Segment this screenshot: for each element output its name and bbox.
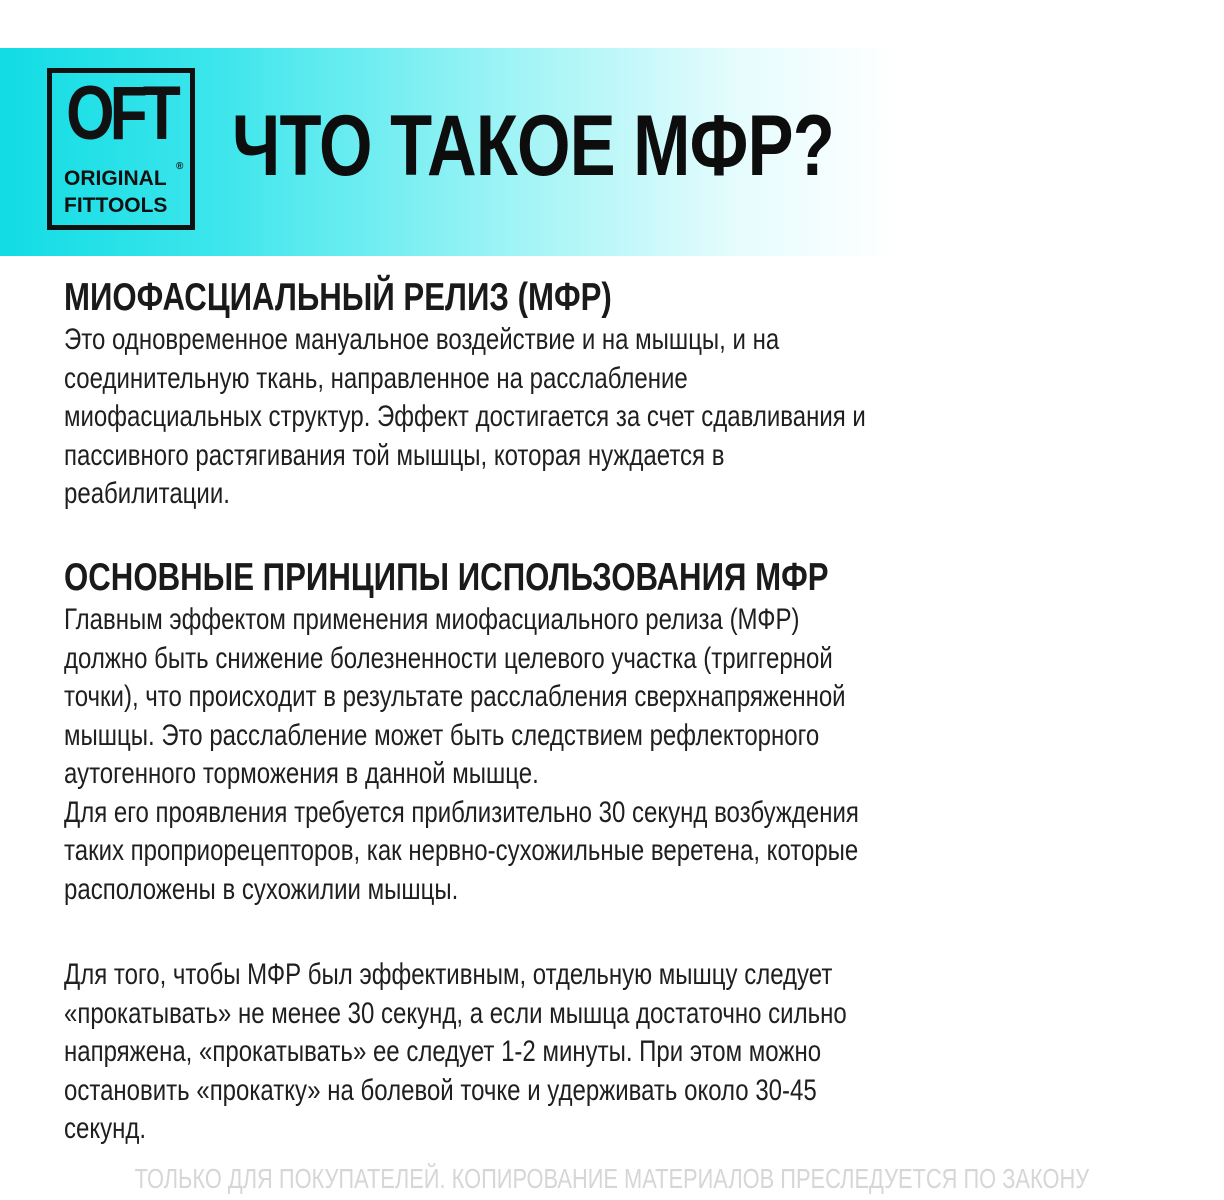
section-myofascial-release bbox=[64, 275, 866, 514]
section2-line: мышцы. Это расслабление может быть следствием рефлекторного bbox=[64, 718, 820, 752]
copyright-notice-text: ТОЛЬКО ДЛЯ ПОКУПАТЕЛЕЙ. КОПИРОВАНИЕ МАТЕРИАЛОВ ПРЕСЛЕДУЕТСЯ ПО ЗАКОНУ bbox=[134, 1163, 1090, 1194]
section2-line: Главным эффектом применения миофасциального релиза (МФР) bbox=[64, 603, 800, 636]
section2-line: точки), что происходит в результате расслабления сверхнапряженной bbox=[64, 680, 846, 713]
page-title: ЧТО ТАКОЕ МФР? bbox=[232, 98, 834, 194]
section2-line: расположены в сухожилии мышцы. bbox=[64, 872, 459, 906]
logo-line-original: ORIGINAL bbox=[64, 167, 167, 190]
section3-line: секунд. bbox=[64, 1112, 147, 1145]
oft-logo bbox=[47, 68, 195, 230]
section3-paragraph bbox=[64, 956, 847, 1149]
section1-line: Это одновременное мануальное воздействие и на мышцы, и на bbox=[64, 323, 780, 356]
logo-registered-mark: ® bbox=[176, 161, 184, 172]
section3-line: остановить «прокатку» на болевой точке и удерживать около 30-45 bbox=[64, 1073, 817, 1107]
section1-heading: МИОФАСЦИАЛЬНЫЙ РЕЛИЗ (МФР) bbox=[64, 276, 612, 319]
section-principles bbox=[64, 555, 859, 909]
section1-paragraph bbox=[64, 321, 866, 514]
logo-line-fittools: FITTOOLS bbox=[64, 194, 168, 217]
section2-paragraph bbox=[64, 601, 859, 909]
section1-line: пассивного растягивания той мышцы, которая нуждается в bbox=[64, 438, 725, 472]
section1-line: реабилитации. bbox=[64, 477, 230, 510]
logo-mark-text: OFT bbox=[66, 70, 176, 156]
copyright-notice bbox=[0, 1162, 1090, 1196]
section2-line: должно быть снижение болезненности целевого участка (триггерной bbox=[64, 641, 833, 675]
oft-logo-mark bbox=[52, 70, 190, 225]
section3-line: напряжена, «прокатывать» ее следует 1-2 минуты. При этом можно bbox=[64, 1035, 822, 1068]
section2-line: аутогенного торможения в данной мышце. bbox=[64, 757, 539, 790]
section3-line: «прокатывать» не менее 30 секунд, а если мышца достаточно сильно bbox=[64, 996, 847, 1030]
section2-line: Для его проявления требуется приблизительно 30 секунд возбуждения bbox=[64, 795, 859, 829]
section2-line: таких проприорецепторов, как нервно-сухожильные веретена, которые bbox=[64, 834, 859, 867]
section3-line: Для того, чтобы МФР был эффективным, отдельную мышцу следует bbox=[64, 958, 833, 991]
section1-line: соединительную ткань, направленное на расслабление bbox=[64, 361, 688, 395]
section2-heading: ОСНОВНЫЕ ПРИНЦИПЫ ИСПОЛЬЗОВАНИЯ МФР bbox=[64, 556, 829, 599]
section-effectiveness bbox=[64, 956, 847, 1149]
section1-line: миофасциальных структур. Эффект достигается за счет сдавливания и bbox=[64, 400, 866, 433]
